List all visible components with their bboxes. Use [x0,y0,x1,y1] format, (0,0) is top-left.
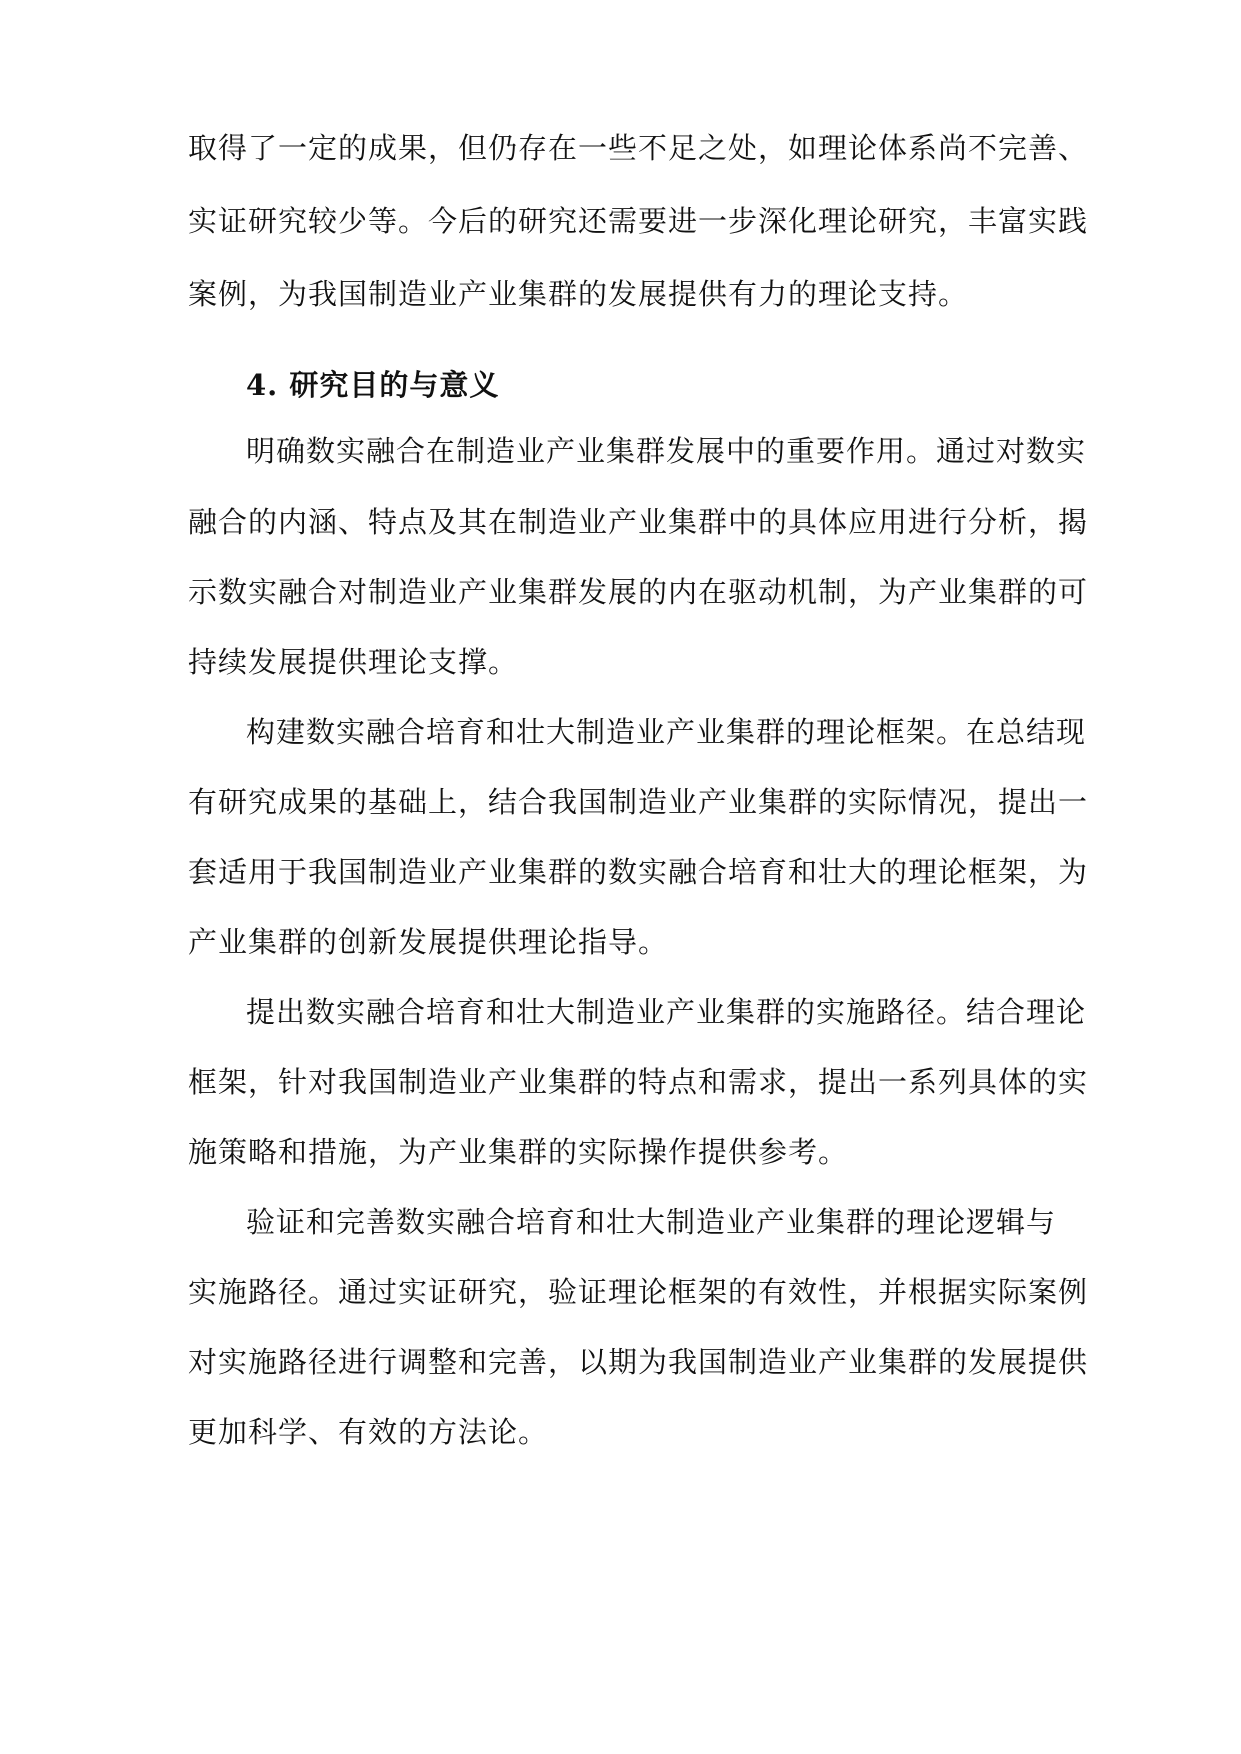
paragraph-line: 实施路径。通过实证研究，验证理论框架的有效性，并根据实际案例 [188,1275,1089,1309]
paragraph-line: 对实施路径进行调整和完善，以期为我国制造业产业集群的发展提供 [188,1345,1089,1379]
paragraph-line: 验证和完善数实融合培育和壮大制造业产业集群的理论逻辑与 [246,1205,1057,1239]
paragraph-line: 示数实融合对制造业产业集群发展的内在驱动机制，为产业集群的可 [188,575,1089,609]
paragraph-line: 框架，针对我国制造业产业集群的特点和需求，提出一系列具体的实 [188,1065,1089,1099]
paragraph-line: 构建数实融合培育和壮大制造业产业集群的理论框架。在总结现 [246,715,1087,749]
paragraph-line: 持续发展提供理论支撑。 [188,645,519,679]
paragraph-line: 更加科学、有效的方法论。 [188,1415,549,1449]
paragraph-line: 提出数实融合培育和壮大制造业产业集群的实施路径。结合理论 [246,995,1087,1029]
paragraph-line: 套适用于我国制造业产业集群的数实融合培育和壮大的理论框架，为 [188,855,1089,889]
paragraph-line: 实证研究较少等。今后的研究还需要进一步深化理论研究，丰富实践 [188,204,1089,238]
paragraph-line: 施策略和措施，为产业集群的实际操作提供参考。 [188,1135,849,1169]
paragraph-line: 案例，为我国制造业产业集群的发展提供有力的理论支持。 [188,277,969,311]
paragraph-line: 有研究成果的基础上，结合我国制造业产业集群的实际情况，提出一 [188,785,1089,819]
paragraph-line: 取得了一定的成果，但仍存在一些不足之处，如理论体系尚不完善、 [188,131,1089,165]
paragraph-line: 产业集群的创新发展提供理论指导。 [188,925,669,959]
paragraph-line: 融合的内涵、特点及其在制造业产业集群中的具体应用进行分析，揭 [188,505,1089,539]
paragraph-line: 明确数实融合在制造业产业集群发展中的重要作用。通过对数实 [246,434,1087,468]
section-heading: 4. 研究目的与意义 [246,368,500,402]
